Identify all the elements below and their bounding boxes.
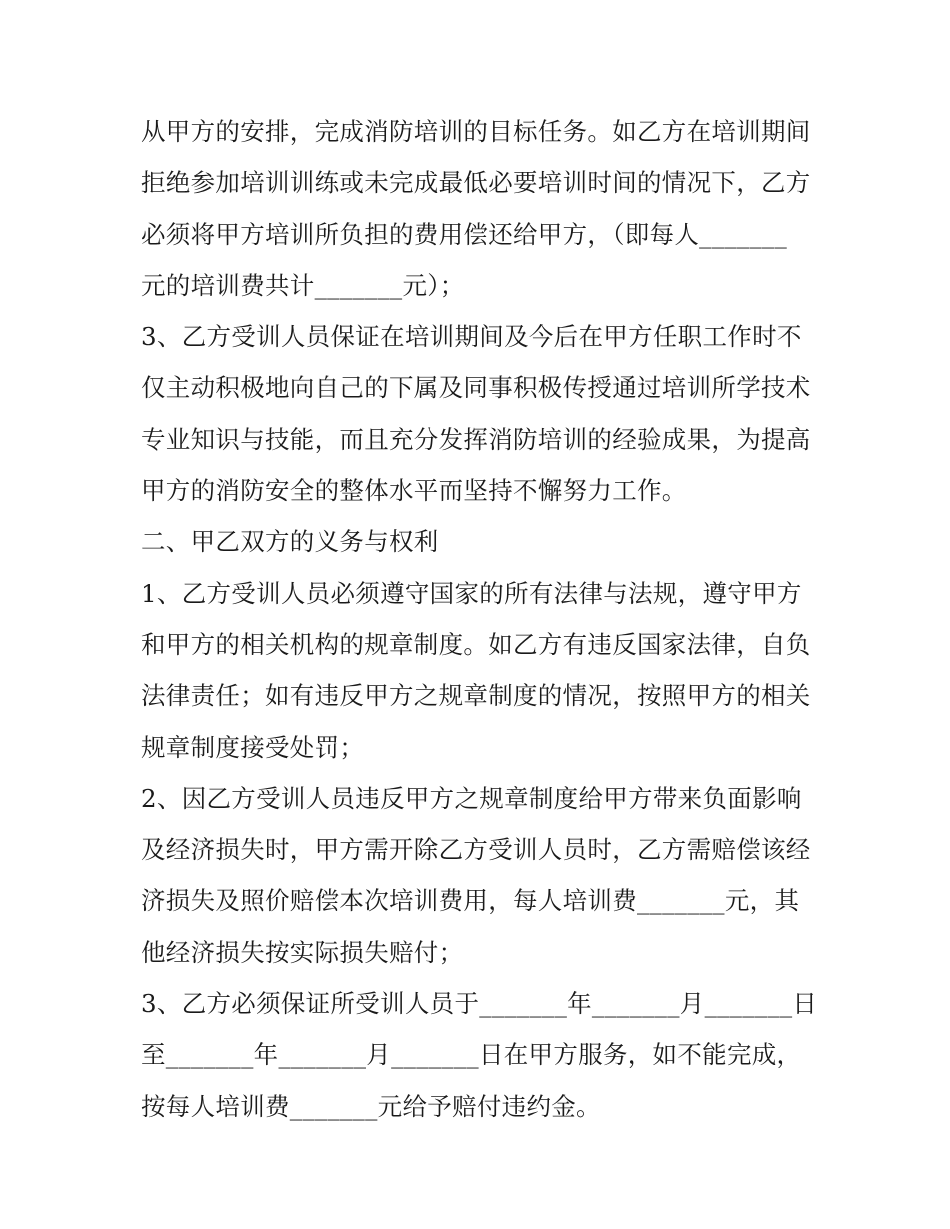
text-line: 按每人培训费_______元给予赔付违约金。	[141, 1091, 601, 1121]
text-line: 拒绝参加培训训练或未完成最低必要培训时间的情况下，乙方	[141, 168, 811, 198]
text-line: 他经济损失按实际损失赔付；	[141, 937, 464, 967]
text-line: 仅主动积极地向自己的下属及同事积极传授通过培训所学技术	[141, 373, 811, 403]
text-line: 专业知识与技能，而且充分发挥消防培训的经验成果，为提高	[141, 424, 811, 454]
clause-2-line: 2、因乙方受训人员违反甲方之规章制度给甲方带来负面影响	[141, 783, 802, 813]
text-line: 必须将甲方培训所负担的费用偿还给甲方，（即每人_______	[141, 219, 787, 249]
text-line: 从甲方的安排，完成消防培训的目标任务。如乙方在培训期间	[141, 117, 811, 146]
text-line: 及经济损失时，甲方需开除乙方受训人员时，乙方需赔偿该经	[141, 835, 811, 865]
text-line: 元的培训费共计_______元）；	[141, 270, 465, 300]
text-line: 法律责任；如有违反甲方之规章制度的情况，按照甲方的相关	[141, 681, 811, 711]
clause-1-line: 1、乙方受训人员必须遵守国家的所有法律与法规，遵守甲方	[141, 578, 802, 608]
clause-3-line: 3、乙方受训人员保证在培训期间及今后在甲方任职工作时不	[141, 322, 802, 352]
document-body	[141, 106, 831, 1132]
clause-3-line: 3、乙方必须保证所受训人员于_______年_______月_______日	[141, 989, 818, 1019]
text-line: 规章制度接受处罚；	[141, 732, 365, 762]
text-line: 甲方的消防安全的整体水平而坚持不懈努力工作。	[141, 476, 687, 506]
text-line: 济损失及照价赔偿本次培训费用，每人培训费_______元，其	[141, 886, 800, 916]
section-heading: 二、甲乙双方的义务与权利	[141, 527, 439, 557]
text-line: 和甲方的相关机构的规章制度。如乙方有违反国家法律，自负	[141, 629, 811, 659]
text-line: 至_______年_______月_______日在甲方服务，如不能完成，	[141, 1040, 802, 1070]
